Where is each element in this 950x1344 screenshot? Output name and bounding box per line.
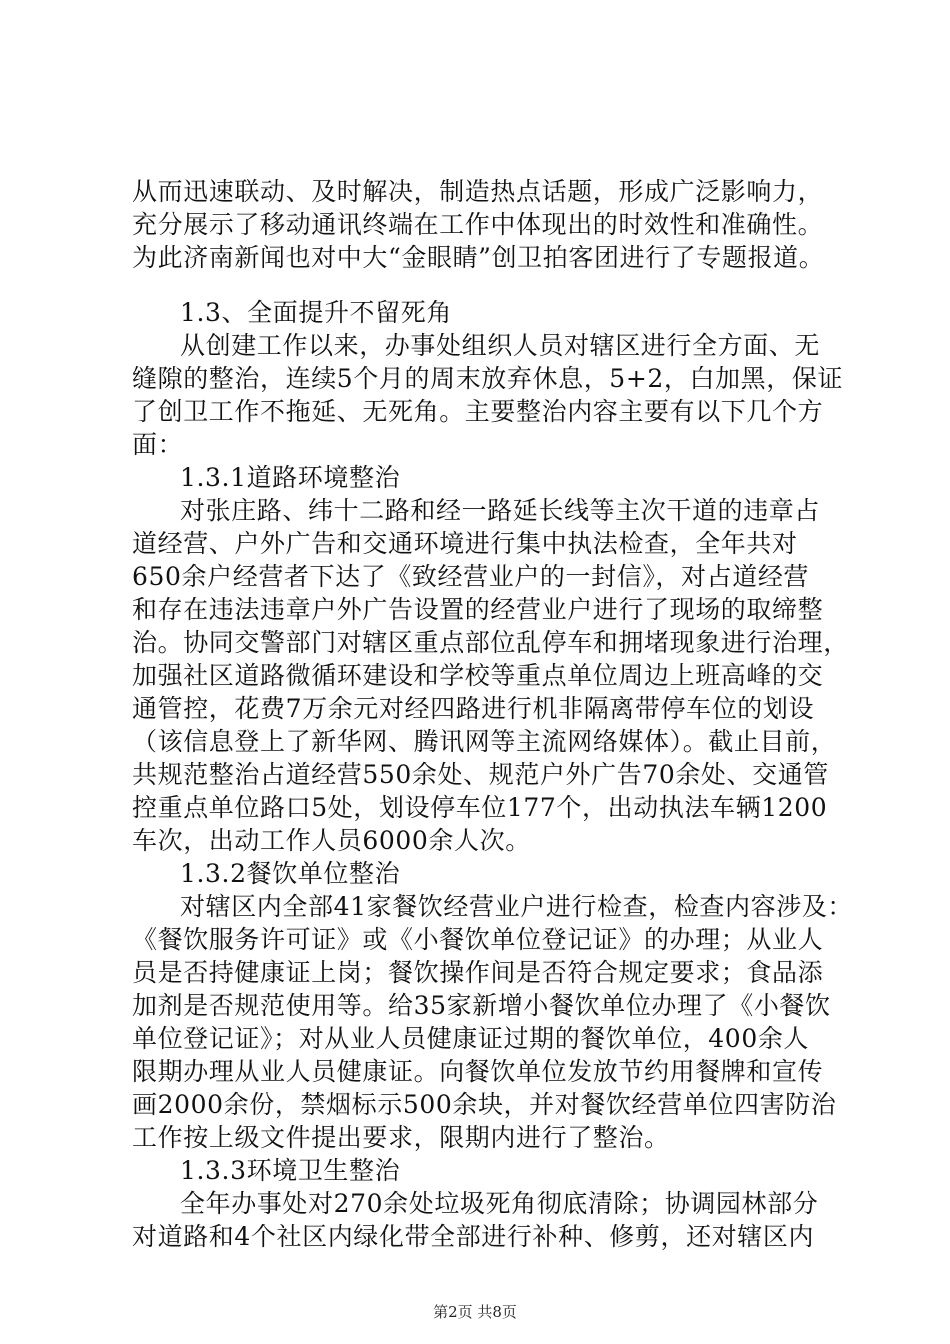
- paragraph-line: 共规范整治占道经营550余处、规范户外广告70余处、交通管: [132, 760, 829, 789]
- paragraph-line: 为此济南新闻也对中大“金眼睛”创卫拍客团进行了专题报道。: [132, 243, 825, 272]
- paragraph-line: 从创建工作以来，办事处组织人员对辖区进行全方面、无: [180, 331, 821, 360]
- paragraph-line: 通管控，花费7万余元对经四路进行机非隔离带停车位的划设: [132, 694, 815, 723]
- section-heading: 1.3、全面提升不留死角: [180, 298, 452, 327]
- paragraph-line: 对道路和4个社区内绿化带全部进行补种、修剪，还对辖区内: [132, 1222, 815, 1251]
- paragraph-line: 控重点单位路口5处，划设停车位177个，出动执法车辆1200: [132, 793, 828, 822]
- paragraph-line: 加剂是否规范使用等。给35家新增小餐饮单位办理了《小餐饮: [132, 991, 831, 1020]
- paragraph-line: 了创卫工作不拖延、无死角。主要整治内容主要有以下几个方: [132, 397, 824, 426]
- paragraph-line: 650余户经营者下达了《致经营业户的一封信》，对占道经营: [132, 562, 810, 591]
- paragraph-line: 充分展示了移动通讯终端在工作中体现出的时效性和准确性。: [132, 210, 824, 239]
- paragraph-line: 加强社区道路微循环建设和学校等重点单位周边上班高峰的交: [132, 661, 824, 690]
- paragraph-line: 和存在违法违章户外广告设置的经营业户进行了现场的取缔整: [132, 595, 824, 624]
- section-heading: 1.3.2餐饮单位整治: [180, 859, 401, 888]
- paragraph-line: 画2000余份，禁烟标示500余块，并对餐饮经营单位四害防治: [132, 1090, 837, 1119]
- paragraph-line: 全年办事处对270余处垃圾死角彻底清除；协调园林部分: [180, 1189, 819, 1218]
- paragraph-line: 工作按上级文件提出要求，限期内进行了整治。: [132, 1123, 670, 1152]
- section-heading: 1.3.1道路环境整治: [180, 463, 401, 492]
- section-heading: 1.3.3环境卫生整治: [180, 1156, 401, 1185]
- paragraph-line: 限期办理从业人员健康证。向餐饮单位发放节约用餐牌和宣传: [132, 1057, 824, 1086]
- paragraph-line: 单位登记证》；对从业人员健康证过期的餐饮单位，400余人: [132, 1024, 810, 1053]
- paragraph-line: 道经营、户外广告和交通环境进行集中执法检查，全年共对: [132, 529, 798, 558]
- paragraph-line: 缝隙的整治，连续5个月的周末放弃休息，5+2，白加黑，保证: [132, 364, 844, 393]
- paragraph-line: 车次，出动工作人员6000余人次。: [132, 826, 531, 855]
- paragraph-line: 对辖区内全部41家餐饮经营业户进行检查，检查内容涉及：: [180, 892, 854, 921]
- paragraph-line: 《餐饮服务许可证》或《小餐饮单位登记证》的办理；从业人: [132, 925, 824, 954]
- paragraph-line: 面：: [132, 430, 184, 459]
- paragraph-line: 治。协同交警部门对辖区重点部位乱停车和拥堵现象进行治理，: [132, 628, 849, 657]
- paragraph-line: 对张庄路、纬十二路和经一路延长线等主次干道的违章占: [180, 496, 821, 525]
- paragraph-line: 从而迅速联动、及时解决，制造热点话题，形成广泛影响力，: [132, 177, 824, 206]
- page-number-footer: 第2页 共8页: [433, 1303, 517, 1321]
- paragraph-line: 员是否持健康证上岗；餐饮操作间是否符合规定要求；食品添: [132, 958, 824, 987]
- paragraph-line: （该信息登上了新华网、腾讯网等主流网络媒体）。截止目前，: [132, 727, 837, 756]
